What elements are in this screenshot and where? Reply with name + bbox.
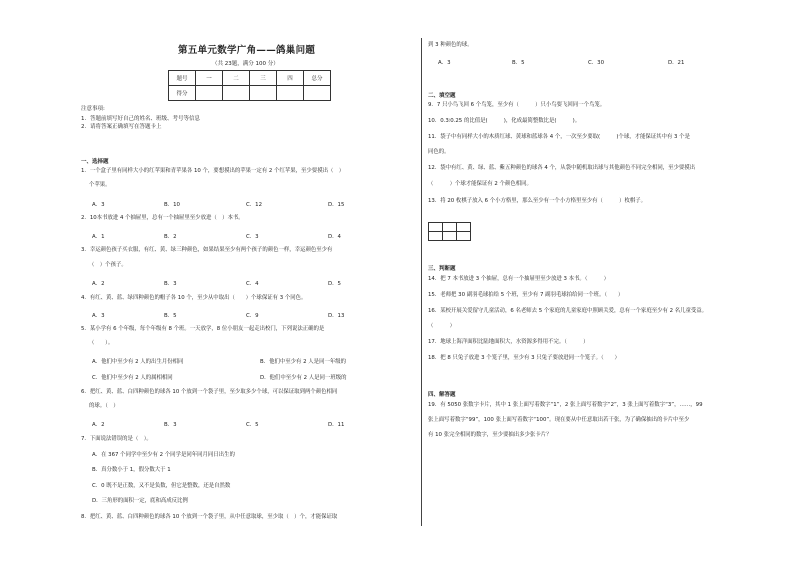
notice-item: 1．答题前填写好自己的姓名、班级、考号等信息	[81, 116, 201, 122]
question-6-line: 6．把红、黄、蓝、白四种颜色的球各 10 个放到一个袋子里，至少取多少个球，可以保证取到两个颜色相同	[81, 389, 338, 395]
grid-cell	[443, 232, 457, 241]
question-3-line: （ ）个孩子。	[89, 262, 127, 268]
option[interactable]: D．他们中至少有 2 人是同一班级的	[260, 375, 347, 381]
section-heading-judge: 三、判断题	[428, 266, 456, 272]
judge-question-line: 16．某校开展关爱留守儿童活动，6 名老师去 5 个家庭的儿童家庭中照顾关爱，总有一个家庭至少有 2 名儿童受益。	[428, 308, 708, 314]
question-1-options	[92, 200, 344, 208]
fill-question-line: （ ）个球才能保证有 2 个颜色相同。	[428, 181, 532, 187]
option[interactable]: B．10	[164, 202, 180, 208]
option[interactable]: A．3	[438, 60, 451, 66]
fill-question-line: 同色的。	[428, 149, 450, 155]
option[interactable]: D．15	[328, 202, 345, 208]
notice-heading: 注意事项:	[81, 106, 105, 112]
question-5-line: （ ）。	[89, 340, 114, 346]
option[interactable]: C．9	[246, 313, 259, 319]
question-4-line: 4．有红、黄、蓝、绿四种颜色的帽子各 10 个，至少从中取出（ ）个球保证有 3 个同色。	[81, 295, 307, 301]
option[interactable]: D．21	[668, 60, 685, 66]
question-2-line: 2．10本书放进 4 个抽屉里，总有一个抽屉里至少放进（ ）本书。	[81, 215, 244, 221]
fill-question-line: 13．将 20 枚棋子放入 6 个小方格里，那么至少有一个小方格里至少有（ ）枚棋子。	[428, 198, 647, 204]
question-4-options	[92, 311, 344, 319]
fill-question-line: 12．袋中有红、黄、绿、蓝、紫五种颜色的球各 4 个，从袋中随机取出球与其他颜色不同完全相同，至少要摸出	[428, 165, 696, 171]
option[interactable]: C．5	[246, 422, 259, 428]
question-7-line: 7．下面说法错误的是（ ）。	[81, 436, 152, 442]
fill-question-line: 10．0.3∶0.25 的比值是( )，化成最简整数比是( )。	[428, 118, 581, 124]
section-heading-solve: 四、解答题	[428, 392, 456, 398]
judge-question-line: 17．地球上海洋面积比陆地面积大，水资源多得用不完。（ ）	[428, 339, 589, 345]
question-1-line: 1．一个盒子里有同样大小的红苹果和青苹果各 10 个，要想摸出的苹果一定有 2 个红苹果，至少要摸出（ ）	[81, 168, 345, 174]
option[interactable]: B．3	[164, 281, 177, 287]
question-3-options	[92, 279, 341, 287]
score-cell	[223, 86, 250, 101]
option[interactable]: C．4	[246, 281, 259, 287]
solve-question-line: 19．有 5050 张数字卡片，其中 1 张上面写着数字“1”，2 张上面写着数字“2”，3 张上面写着数字“3”，……，99	[428, 402, 703, 408]
grid-cell	[457, 223, 471, 232]
score-cell: 四	[277, 71, 304, 86]
option[interactable]: C．3	[246, 234, 259, 240]
judge-question-line: 15．老师把 30 副羽毛球拍给 5 个班，至少有 7 副羽毛球拍给同一个班。（ ）	[428, 292, 624, 298]
solve-question-line: 有 10 张完全相同的数字，至少要抽出多少张卡片？	[428, 432, 552, 438]
option[interactable]: A．他们中至少有 2 人的出生月份相同	[92, 359, 184, 365]
question-5-line: 5．某小学有 6 个年级，每个年级有 8 个班。一天放学，8 位小朋友一起走出校门，下列说法正确的是	[81, 326, 325, 332]
option[interactable]: A．2	[92, 422, 105, 428]
question-7-option[interactable]: A．在 367 个同学中至少有 2 个同学是同年同月同日出生的	[92, 452, 235, 458]
solve-question-line: 张上面写着数字“99”，100 张上面写着数字“100”。现在要从中任意取出若干张，为了确保抽出的卡片中至少	[428, 417, 690, 423]
score-cell: 二	[223, 71, 250, 86]
option[interactable]: B．5	[512, 60, 525, 66]
score-cell: 题号	[169, 71, 196, 86]
grid-cell	[429, 223, 443, 232]
option[interactable]: B．2	[164, 234, 177, 240]
score-table-header-row	[169, 71, 331, 86]
option[interactable]: C．30	[588, 60, 605, 66]
judge-question-line: 18．把 8 只兔子放进 3 个笼子里，至少有 3 只兔子要放进同一个笼子。（ ）	[428, 355, 620, 361]
page-title: 第五单元数学广角——鸽巢问题	[178, 45, 316, 56]
judge-question-line: 14．把 7 本书放进 3 个抽屉，总有一个抽屉里至少放进 3 本书。（ ）	[428, 276, 610, 282]
option[interactable]: C．他们中至少有 2 人的属相相同	[92, 375, 173, 381]
fill-question-line: 9．7 只小鸟飞回 6 个鸟笼，至少有（ ）只小鸟要飞回同一个鸟笼。	[428, 102, 606, 108]
option[interactable]: D．13	[328, 313, 345, 319]
score-cell	[250, 86, 277, 101]
option[interactable]: B．5	[164, 313, 177, 319]
grid-cell	[429, 232, 443, 241]
score-cell	[277, 86, 304, 101]
option[interactable]: D．11	[328, 422, 345, 428]
score-table-value-row	[169, 86, 331, 101]
option[interactable]: C．12	[246, 202, 263, 208]
section-heading-fill: 二、填空题	[428, 93, 456, 99]
option[interactable]: B．3	[164, 422, 177, 428]
option[interactable]: D．5	[328, 281, 341, 287]
question-7-option[interactable]: B．真分数小于 1，假分数大于 1	[92, 467, 171, 473]
grid-cell	[457, 232, 471, 241]
option[interactable]: A．3	[92, 313, 105, 319]
question-8-line: 8．把红、黄、蓝、白四种颜色的球各 10 个放到一个袋子里，从中任意取球，至少取（ ）个，才能保证取	[81, 514, 338, 520]
option[interactable]: B．他们中至少有 2 人是同一年级的	[260, 359, 347, 365]
section-heading-choice: 一、选择题	[81, 159, 109, 165]
judge-question-line: （ ）	[428, 323, 455, 329]
notice-item: 2．请将答案正确填写在答题卡上	[81, 124, 162, 130]
question-8-options	[438, 58, 684, 66]
question-3-line: 3．幸运颜色孩子买衣服，有红、黄、绿三种颜色，如果结果至少有两个孩子的颜色一样，幸运颜色至少有	[81, 247, 333, 253]
option[interactable]: A．1	[92, 234, 105, 240]
score-table	[168, 70, 331, 101]
score-cell	[196, 86, 223, 101]
page-subtitle: （共 23题，满分 100 分）	[212, 61, 279, 67]
score-cell: 总分	[304, 71, 331, 86]
option[interactable]: A．3	[92, 202, 105, 208]
column-divider	[421, 38, 422, 526]
score-cell: 得分	[169, 86, 196, 101]
score-cell	[304, 86, 331, 101]
question-6-line: 的球。（ ）	[89, 403, 119, 409]
score-cell: 三	[250, 71, 277, 86]
question-1-line: 个苹果。	[89, 182, 111, 188]
chess-grid-figure	[428, 222, 471, 241]
question-6-options	[92, 420, 344, 428]
fill-question-line: 11．袋子中有同样大小的木质红球、黄球和蓝球各 4 个，一次至少要取( )个球，才能保证其中有 3 个是	[428, 134, 690, 140]
score-cell: 一	[196, 71, 223, 86]
question-5-options	[92, 373, 346, 381]
option[interactable]: A．2	[92, 281, 105, 287]
question-7-option[interactable]: C．0 既不是正数，又不是负数，但它是整数，还是自然数	[92, 483, 231, 489]
question-8-continuation: 到 3 种颜色的球。	[428, 42, 473, 48]
question-5-options	[92, 357, 346, 365]
option[interactable]: D．4	[328, 234, 341, 240]
grid-cell	[443, 223, 457, 232]
question-7-option[interactable]: D．三角形的面积一定，底和高成反比例	[92, 498, 188, 504]
question-2-options	[92, 232, 341, 240]
